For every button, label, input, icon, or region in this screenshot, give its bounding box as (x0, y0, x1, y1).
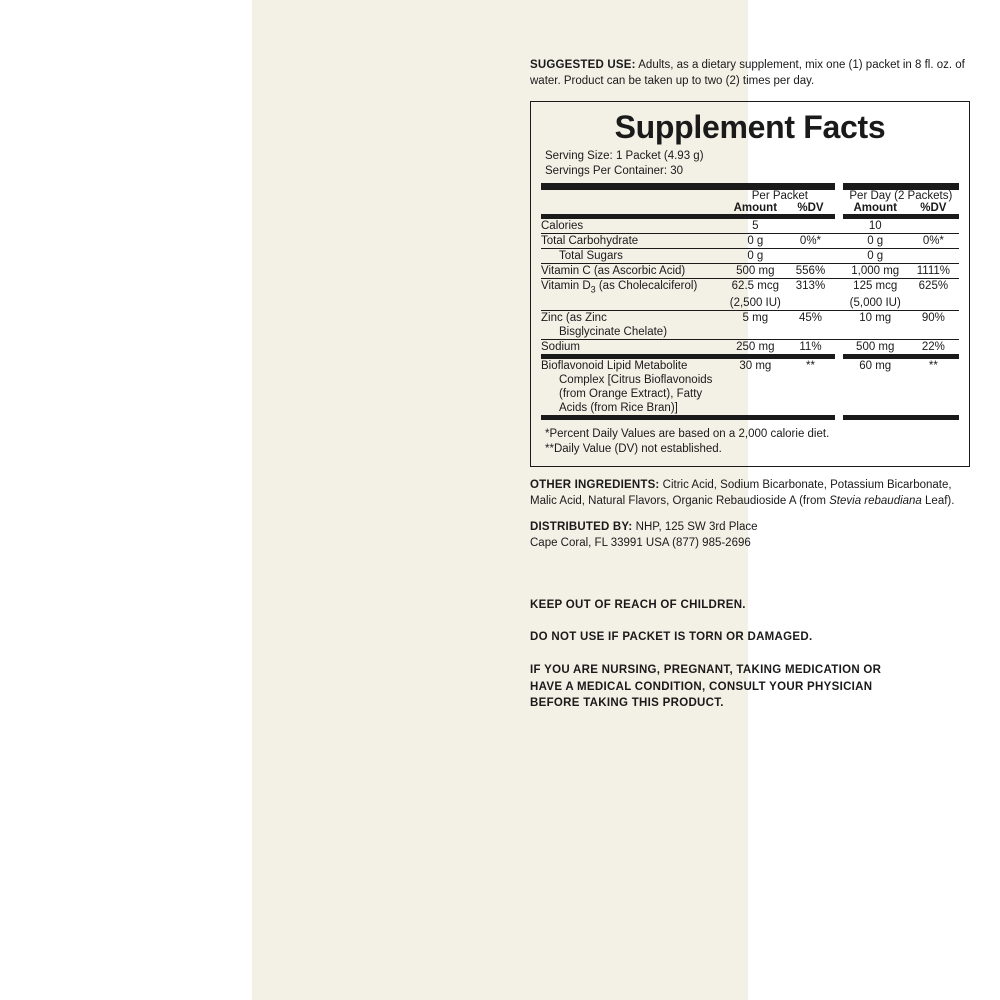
row-day-amount: 60 mg (859, 360, 892, 373)
other-ingredients-label: OTHER INGREDIENTS: (530, 479, 660, 492)
row-name-line4: Acids (from Rice Bran)] (559, 402, 678, 415)
bar-segment-name (541, 183, 725, 190)
label-content (530, 58, 978, 712)
header-packet-dv: %DV (797, 202, 824, 214)
warning-consult-physician (530, 662, 978, 712)
bar-segment-per-day (843, 183, 959, 190)
supplement-facts-box (530, 101, 970, 467)
row-day-dv: ** (928, 360, 938, 373)
row-packet-dv: 0%* (786, 234, 835, 249)
table-top-bars (541, 183, 959, 190)
row-packet-amount: 5 mg (725, 311, 786, 326)
row-name-post: (as Cholecalciferol) (595, 280, 698, 292)
header-per-packet: Per Packet (751, 190, 808, 202)
row-packet-dv: ** (806, 360, 815, 373)
distributed-by-line1: NHP, 125 SW 3rd Place (632, 521, 758, 534)
table-row-continuation (541, 387, 959, 401)
row-day-dv (908, 219, 959, 234)
header-day-amount: Amount (853, 202, 897, 214)
table-row (541, 340, 959, 355)
row-packet-amount-2: (2,500 IU) (729, 297, 781, 310)
distributed-by-block (530, 520, 978, 551)
serving-size: Serving Size: 1 Packet (4.93 g) (545, 150, 704, 162)
row-name: Total Sugars (541, 249, 725, 264)
row-name: Zinc (as Zinc (541, 311, 725, 326)
other-ingredients-block (530, 478, 978, 509)
row-name: Sodium (541, 340, 725, 355)
row-day-dv: 0%* (908, 234, 959, 249)
row-packet-dv (786, 219, 835, 234)
row-day-dv: 625% (908, 279, 959, 297)
row-day-amount: 0 g (843, 249, 908, 264)
row-name-subscript: 3 (590, 284, 596, 295)
other-ingredients-text: Citric Acid, Sodium Bicarbonate, Potassium Bicarbonate, Malic Acid, Natural Flavors, Organic Rebaudioside A (from (530, 479, 952, 507)
row-name: Calories (541, 220, 584, 232)
supplement-facts-table (541, 183, 959, 420)
warning-line-1: IF YOU ARE NURSING, PREGNANT, TAKING MEDICATION OR (530, 664, 882, 677)
other-ingredients-italic: Stevia rebaudiana (829, 494, 922, 507)
row-packet-amount: 30 mg (739, 360, 772, 373)
header-day-dv: %DV (920, 202, 947, 214)
row-packet-amount: 5 (752, 220, 759, 232)
distributed-by-label: DISTRIBUTED BY: (530, 521, 633, 534)
other-ingredients-text-after: Leaf). (921, 494, 955, 507)
table-subheader-row (541, 202, 959, 214)
row-day-dv: 1111% (908, 264, 959, 279)
row-name: Total Carbohydrate (541, 234, 725, 249)
row-day-amount-2: (5,000 IU) (849, 297, 901, 310)
table-bottom-bars (541, 415, 959, 420)
row-name: Vitamin C (as Ascorbic Acid) (541, 264, 725, 279)
suggested-use-label: SUGGESTED USE: (530, 59, 636, 71)
row-packet-dv: 556% (786, 264, 835, 279)
row-day-dv: 90% (908, 311, 959, 326)
bottombar-per-packet (725, 415, 835, 420)
table-row-continuation (541, 373, 959, 387)
row-name-line3: (from Orange Extract), Fatty (559, 388, 703, 401)
supplement-facts-title: Supplement Facts (614, 109, 886, 145)
warning-line-3: BEFORE TAKING THIS PRODUCT. (530, 697, 724, 710)
table-row (541, 219, 959, 234)
distributed-by-line2: Cape Coral, FL 33991 USA (877) 985-2696 (530, 536, 751, 549)
bottombar-per-day (843, 415, 959, 420)
warning-line-2: HAVE A MEDICAL CONDITION, CONSULT YOUR PHYSICIAN (530, 680, 873, 693)
row-packet-dv (786, 249, 835, 264)
bar-segment-per-packet (725, 183, 835, 190)
row-name-line2: Complex [Citrus Bioflavonoids (559, 374, 713, 387)
servings-per-container: Servings Per Container: 30 (545, 164, 684, 177)
row-packet-amount: 250 mg (725, 340, 786, 355)
row-packet-amount: 62.5 mcg (725, 279, 786, 297)
row-day-amount: 500 mg (843, 340, 908, 355)
table-row (541, 279, 959, 297)
table-row (541, 249, 959, 264)
warning-do-not-use: DO NOT USE IF PACKET IS TORN OR DAMAGED. (530, 630, 813, 643)
suggested-use-block (530, 58, 978, 89)
row-day-amount: 125 mcg (843, 279, 908, 297)
product-label-panel (252, 0, 965, 1000)
table-row (541, 359, 959, 373)
header-per-day: Per Day (2 Packets) (849, 190, 953, 202)
row-packet-dv: 11% (786, 340, 835, 355)
row-day-amount: 10 mg (843, 311, 908, 326)
table-row-continuation (541, 296, 959, 311)
row-packet-dv: 313% (786, 279, 835, 297)
row-day-amount: 10 (868, 220, 882, 232)
row-name-line2: Bisglycinate Chelate) (559, 326, 668, 339)
table-row (541, 264, 959, 279)
row-day-amount: 1,000 mg (843, 264, 908, 279)
warning-keep-out-of-reach: KEEP OUT OF REACH OF CHILDREN. (530, 599, 746, 612)
table-group-header-row (541, 190, 959, 202)
table-row (541, 234, 959, 249)
row-name (541, 279, 725, 297)
row-packet-dv: 45% (786, 311, 835, 326)
row-name: Bioflavonoid Lipid Metabolite (541, 360, 688, 373)
suggested-use-text: Adults, as a dietary supplement, mix one (1) packet in 8 fl. oz. of water. Product can be taken up to two (2) times per day. (530, 59, 965, 87)
table-row-continuation (541, 325, 959, 340)
row-day-amount: 0 g (843, 234, 908, 249)
footnote-1: *Percent Daily Values are based on a 2,000 calorie diet. (545, 428, 830, 441)
header-packet-amount: Amount (733, 202, 778, 214)
row-day-dv: 22% (908, 340, 959, 355)
footnote-2: **Daily Value (DV) not established. (545, 443, 722, 456)
row-packet-amount: 0 g (725, 234, 786, 249)
row-packet-amount: 0 g (725, 249, 786, 264)
row-name-pre: Vitamin D (541, 280, 591, 292)
table-row-continuation (541, 401, 959, 415)
table-row (541, 311, 959, 326)
bottombar-name (541, 415, 725, 420)
row-day-dv (908, 249, 959, 264)
row-packet-amount: 500 mg (725, 264, 786, 279)
